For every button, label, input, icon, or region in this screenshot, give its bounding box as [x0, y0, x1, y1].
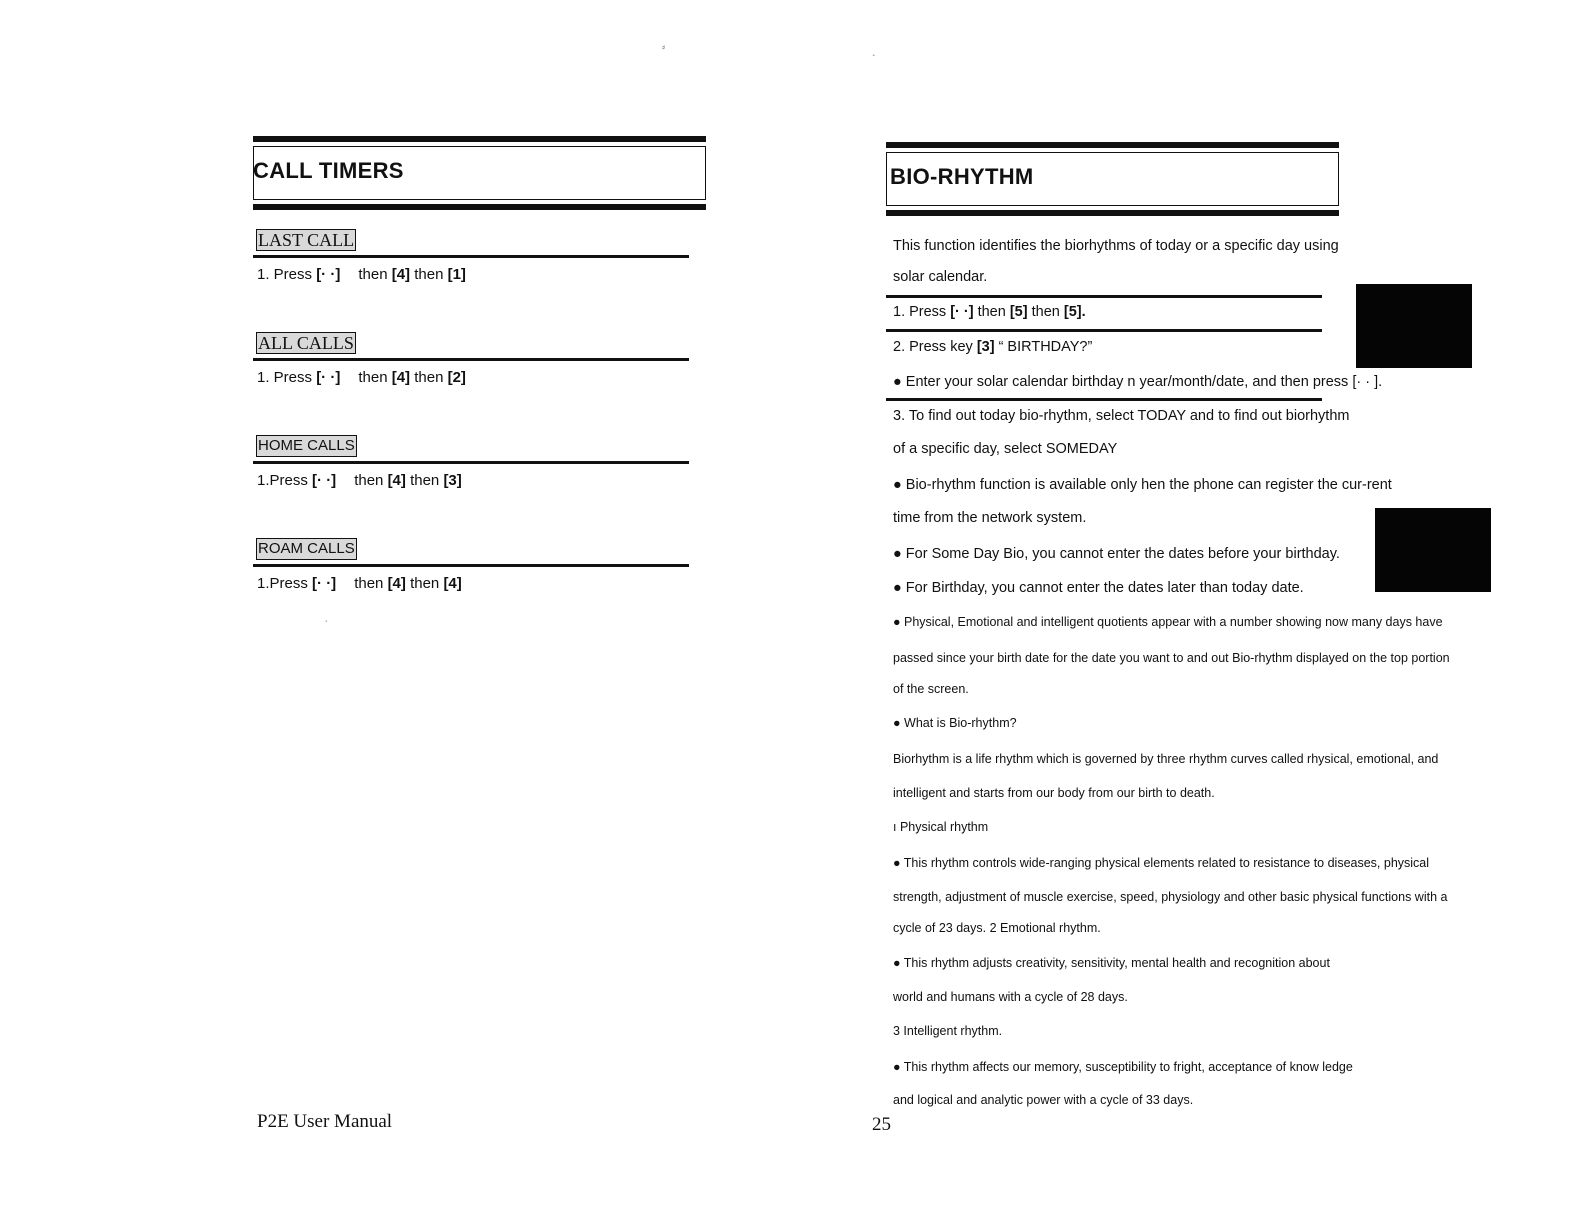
bullet-availability-2: time from the network system. [893, 510, 1087, 526]
bullet-birthday: ● For Birthday, you cannot enter the dates later than today date. [893, 580, 1304, 596]
intelligent-line-1: ● This rhythm affects our memory, susceptibility to fright, acceptance of know ledge [893, 1060, 1353, 1074]
divider [886, 329, 1322, 332]
physical-heading: ı Physical rhythm [893, 820, 989, 834]
last-call-heading: LAST CALL [258, 230, 355, 250]
quotients-line-1: ● Physical, Emotional and intelligent quotients appear with a number showing now many days have [893, 615, 1443, 629]
bullet-someday: ● For Some Day Bio, you cannot enter the dates before your birthday. [893, 546, 1340, 562]
physical-line-2: strength, adjustment of muscle exercise, speed, physiology and other basic physical functions with a [893, 890, 1448, 904]
quotients-line-3: of the screen. [893, 682, 969, 696]
scan-mark: ⸗ [662, 42, 666, 53]
home-calls-heading: HOME CALLS [256, 435, 357, 457]
redacted-image [1375, 508, 1491, 592]
intro-line-2: solar calendar. [893, 269, 988, 285]
divider [886, 398, 1322, 401]
bio-step-2: 2. Press key [3] “ BIRTHDAY?” [893, 339, 1093, 355]
redacted-image [1356, 284, 1472, 368]
scan-mark: ˰ [872, 46, 876, 57]
definition-line-1: Biorhythm is a life rhythm which is governed by three rhythm curves called rhysical, emotional, and [893, 752, 1439, 766]
physical-line-1: ● This rhythm controls wide-ranging physical elements related to resistance to diseases, physical [893, 856, 1430, 870]
bio-step-3-line-2: of a specific day, select SOMEDAY [893, 441, 1118, 457]
divider [886, 295, 1322, 298]
bio-rhythm-title: BIO-RHYTHM [890, 164, 1034, 189]
roam-calls-step: 1.Press [· ·] then [4] then [4] [257, 575, 462, 592]
intelligent-line-2: and logical and analytic power with a cycle of 33 days. [893, 1093, 1194, 1107]
emotional-line-1: ● This rhythm adjusts creativity, sensitivity, mental health and recognition about [893, 956, 1330, 970]
all-calls-heading: ALL CALLS [258, 333, 354, 353]
physical-line-3: cycle of 23 days. 2 Emotional rhythm. [893, 921, 1101, 935]
home-calls-step: 1.Press [· ·] then [4] then [3] [257, 472, 462, 489]
what-is-heading: ● What is Bio-rhythm? [893, 716, 1017, 730]
all-calls-step: 1. Press [· ·] then [4] then [2] [257, 369, 466, 386]
bio-step-1: 1. Press [· ·] then [5] then [5]. [893, 304, 1086, 320]
bullet-availability-1: ● Bio-rhythm function is available only hen the phone can register the cur-rent [893, 477, 1392, 493]
bullet-enter-birthday: ● Enter your solar calendar birthday n year/month/date, and then press [· · ]. [893, 374, 1383, 390]
divider [253, 564, 689, 567]
emotional-line-2: world and humans with a cycle of 28 days. [893, 990, 1128, 1004]
divider [253, 358, 689, 361]
manual-footer: P2E User Manual [257, 1111, 393, 1132]
scan-mark: ˙ [325, 620, 329, 631]
divider [253, 461, 689, 464]
roam-calls-heading: ROAM CALLS [256, 538, 357, 560]
call-timers-title: CALL TIMERS [253, 158, 404, 183]
quotients-line-2: passed since your birth date for the date you want to and out Bio-rhythm displayed on the top portion [893, 651, 1450, 665]
last-call-step: 1. Press [· ·] then [4] then [1] [257, 266, 466, 283]
page-number: 25 [872, 1114, 891, 1135]
definition-line-2: intelligent and starts from our body from our birth to death. [893, 786, 1215, 800]
bio-step-3-line-1: 3. To find out today bio-rhythm, select TODAY and to find out biorhythm [893, 408, 1350, 424]
intro-line-1: This function identifies the biorhythms of today or a specific day using [893, 238, 1339, 254]
divider [253, 255, 689, 258]
intelligent-heading: 3 Intelligent rhythm. [893, 1024, 1003, 1038]
